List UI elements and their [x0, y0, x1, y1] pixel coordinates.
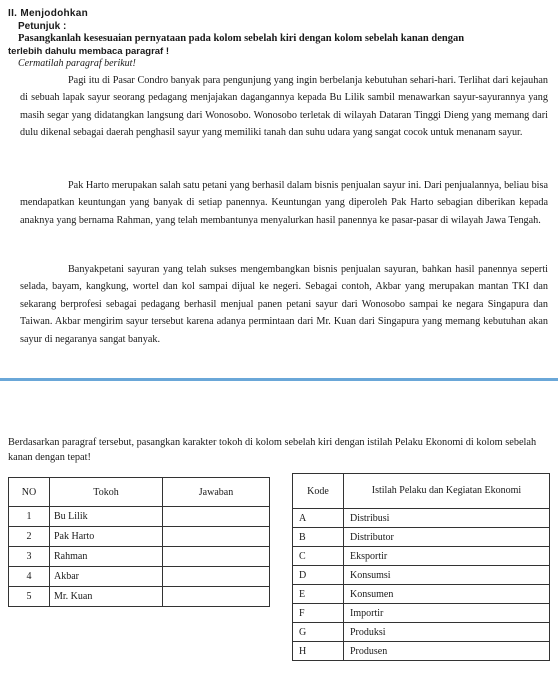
table-row [293, 547, 550, 566]
term-code: C [293, 547, 344, 566]
section-divider [0, 378, 558, 381]
character-name: Rahman [50, 547, 163, 567]
term-code: H [293, 642, 344, 661]
table-row [9, 587, 270, 607]
answer-cell[interactable] [163, 547, 270, 567]
table-row [293, 642, 550, 661]
term-label: Konsumsi [344, 566, 550, 585]
instruction-text: Pasangkanlah kesesuaian pernyataan pada kolom sebelah kiri dengan kolom sebelah kanan dengan [18, 33, 465, 44]
header-istilah: Istilah Pelaku dan Kegiatan Ekonomi [344, 474, 550, 509]
term-label: Importir [344, 604, 550, 623]
answer-cell[interactable] [163, 567, 270, 587]
term-code: G [293, 623, 344, 642]
table-row [293, 604, 550, 623]
table-row [9, 567, 270, 587]
characters-table [8, 477, 270, 607]
character-name: Pak Harto [50, 527, 163, 547]
term-code: A [293, 509, 344, 528]
answer-cell[interactable] [163, 527, 270, 547]
header-no: NO [9, 478, 50, 507]
passage-paragraph-1: Pagi itu di Pasar Condro banyak para pengunjung yang ingin berbelanja kebutuhan sehari-hari. Terlihat dari kejauhan di sebuah lapak sayur seorang pedagang menjajakan dagangannya kepada Bu Lilik sambil menawarkan sayur-sayurannya yang masih segar yang didatangkan langsung dari Wonosobo. Wonosobo terletak di wilayah Dataran Tinggi Dieng yang memang dari dulu dikenal sebagai daerah penghasil sayur yang memiliki tanah dan suhu udara yang sangat cocok untuk menanam sayur. [20, 75, 548, 139]
term-code: E [293, 585, 344, 604]
section-heading: II. Menjodohkan [8, 8, 89, 19]
term-code: D [293, 566, 344, 585]
header-kode: Kode [293, 474, 344, 509]
characters-table-header [9, 478, 270, 507]
table-row [293, 528, 550, 547]
row-number: 3 [9, 547, 50, 567]
character-name: Bu Lilik [50, 507, 163, 527]
row-number: 1 [9, 507, 50, 527]
instructions-label: Petunjuk : [18, 21, 67, 32]
terms-table-header [293, 474, 550, 509]
table-row [293, 509, 550, 528]
term-code: F [293, 604, 344, 623]
read-paragraph-prompt: Cermatilah paragraf berikut! [18, 58, 136, 69]
term-label: Distributor [344, 528, 550, 547]
row-number: 4 [9, 567, 50, 587]
term-label: Eksportir [344, 547, 550, 566]
table-row [293, 566, 550, 585]
passage-paragraph-3: Banyakpetani sayuran yang telah sukses mengembangkan bisnis penjualan sayuran, bahkan hasil panennya seperti selada, bayam, kangkung, wortel dan kol sampai dijual ke negeri. Sebagai contoh, Akbar yang merupakan mantan TKI dan sekarang berprofesi sebagai pedagang berhasil menjual panen petani sayur dari Wonosobo sampai ke negara Singapura dan Taiwan. Akbar mengirim sayur tersebut karena adanya permintaan dari Mr. Kuan dari Singapura yang memang kebutuhan akan sayur di negaranya sangat banyak. [20, 264, 548, 345]
character-name: Mr. Kuan [50, 587, 163, 607]
header-jawaban: Jawaban [163, 478, 270, 507]
row-number: 2 [9, 527, 50, 547]
answer-cell[interactable] [163, 587, 270, 607]
instruction-text-continued: terlebih dahulu membaca paragraf ! [8, 46, 170, 57]
table-row [9, 527, 270, 547]
terms-table [292, 473, 550, 661]
term-label: Konsumen [344, 585, 550, 604]
table-row [9, 547, 270, 567]
table-row [9, 507, 270, 527]
term-label: Produsen [344, 642, 550, 661]
term-label: Distribusi [344, 509, 550, 528]
header-tokoh: Tokoh [50, 478, 163, 507]
row-number: 5 [9, 587, 50, 607]
passage-paragraph-2: Pak Harto merupakan salah satu petani yang berhasil dalam bisnis penjualan sayur ini. Dari penjualannya, beliau bisa mendapatkan keuntungan yang banyak di setiap panennya. Keuntungan yang diperoleh Pak Harto sebagian diberikan kepada anaknya yang bernama Rahman, yang telah membantunya menyalurkan hasil panennya ke pasar-pasar di wilayah Jawa Tengah. [20, 180, 548, 226]
question-text: Berdasarkan paragraf tersebut, pasangkan karakter tokoh di kolom sebelah kiri dengan istilah Pelaku Ekonomi di kolom sebelah kanan dengan tepat! [8, 437, 537, 463]
table-row [293, 623, 550, 642]
answer-cell[interactable] [163, 507, 270, 527]
term-code: B [293, 528, 344, 547]
character-name: Akbar [50, 567, 163, 587]
term-label: Produksi [344, 623, 550, 642]
table-row [293, 585, 550, 604]
